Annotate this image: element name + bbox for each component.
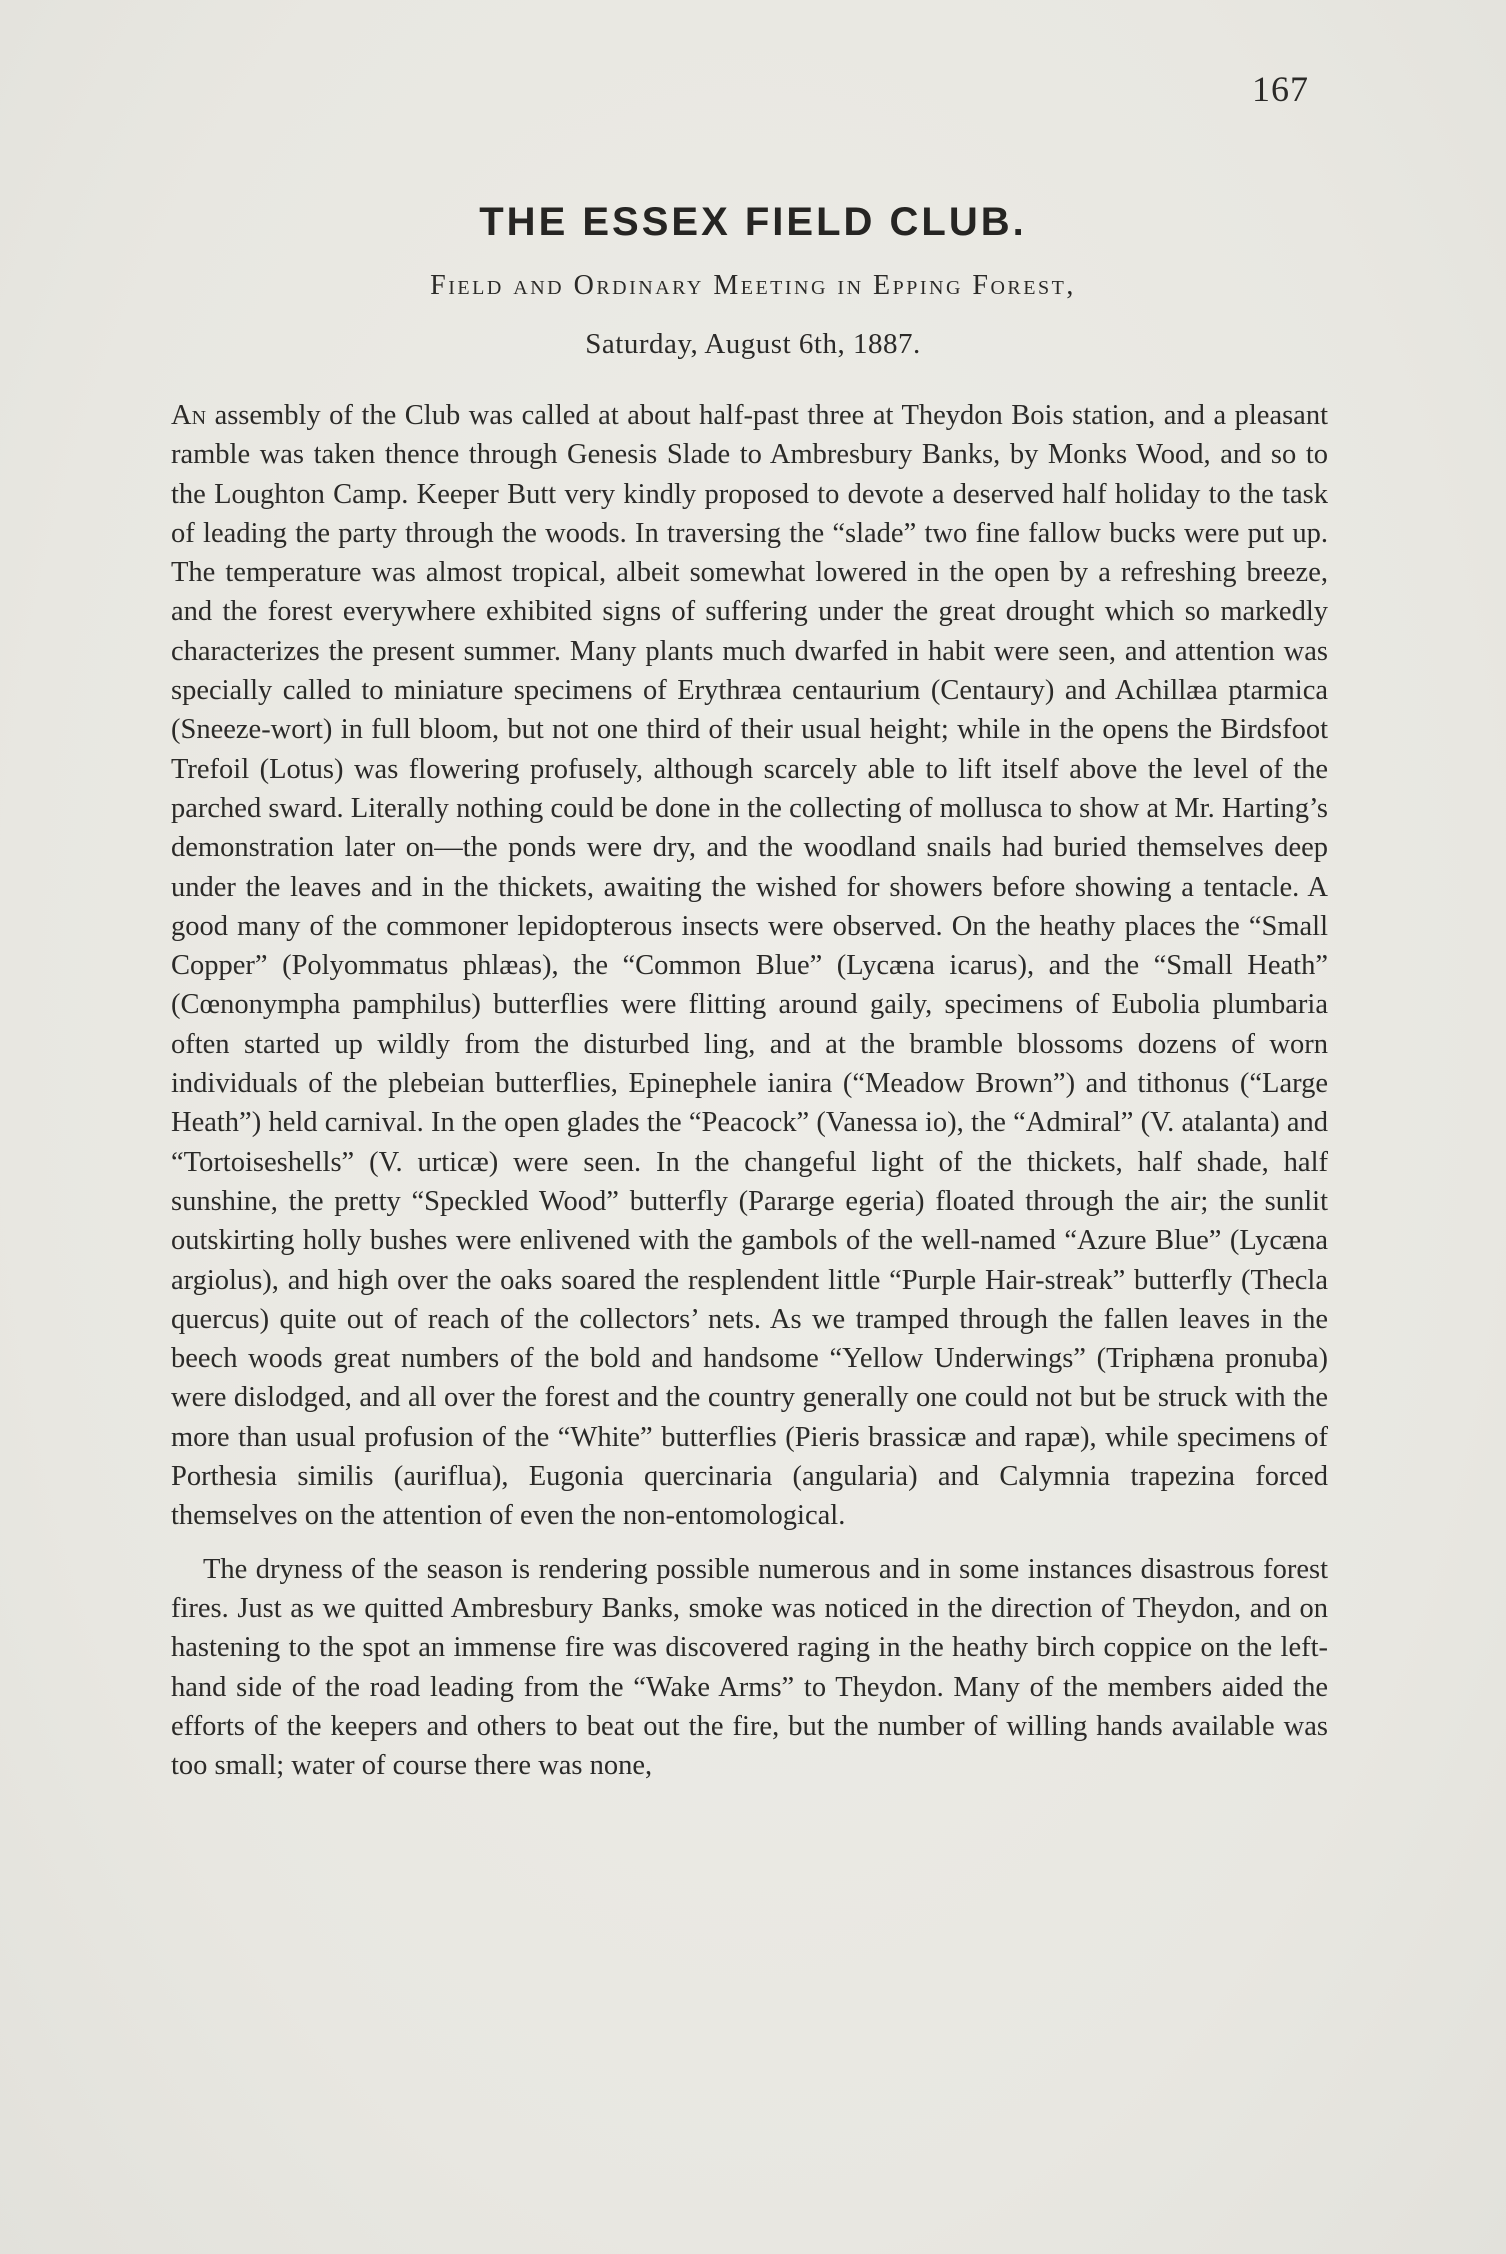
paragraph-1-lead: An — [171, 400, 207, 431]
page-number: 167 — [1252, 69, 1309, 109]
meeting-subtitle: Field and Ordinary Meeting in Epping Forest, — [430, 270, 1076, 301]
meeting-date: Saturday, August 6th, 1887. — [585, 328, 921, 360]
paragraph-2: The dryness of the season is rendering possible numerous and in some instances disastrous forest fires. Just as we quitted Ambresbury Banks, smoke was noticed in the direction of Theydon, and on hastening to the spot an immense fire was discovered raging in the heathy birch coppice on the left-hand side of the road leading from the “Wake Arms” to Theydon. Many of the members aided the efforts of the keepers and others to beat out the fire, but the number of willing hands available was too small; water of course there was none, — [171, 1553, 1328, 1782]
paragraph-1 — [171, 396, 1328, 1536]
paragraph-1-text: assembly of the Club was called at about half-past three at Theydon Bois station, and a pleasant ramble was taken thence through Genesis Slade to Ambresbury Banks, by Monks Wood, and so to the Loughton Camp. Keeper Butt very kindly proposed to devote a deserved half holiday to the task of leading the party through the woods. In traversing the “slade” two fine fallow bucks were put up. The temperature was almost tropical, albeit somewhat lowered in the open by a refreshing breeze, and the forest everywhere exhibited signs of suffering under the great drought which so markedly characterizes the present summer. Many plants much dwarfed in habit were seen, and attention was specially called to miniature specimens of Erythræa centaurium (Centaury) and Achillæa ptarmica (Sneeze-wort) in full bloom, but not one third of their usual height; while in the opens the Birdsfoot Trefoil (Lotus) was flowering profusely, although scarcely able to lift itself above the level of the parched sward. Literally nothing could be done in the collecting of mollusca to show at Mr. Harting’s demonstration later on—the ponds were dry, and the woodland snails had buried themselves deep under the leaves and in the thickets, awaiting the wished for showers before showing a tentacle. A good many of the commoner lepidopterous insects were observed. On the heathy places the “Small Copper” (Polyommatus phlæas), the “Common Blue” (Lycæna icarus), and the “Small Heath” (Cœnonympha pamphilus) butterflies were flitting around gaily, specimens of Eubolia plumbaria often started up wildly from the disturbed ling, and at the bramble blossoms dozens of worn individuals of the plebeian butterflies, Epinephele ianira (“Meadow Brown”) and tithonus (“Large Heath”) held carnival. In the open glades the “Peacock” (Vanessa io), the “Admiral” (V. atalanta) and “Tortoiseshells” (V. urticæ) were seen. In the changeful light of the thickets, half shade, half sunshine, the pretty “Speckled Wood” butterfly (Pararge egeria) floated through the air; the sunlit outskirting holly bushes were enlivened with the gambols of the well-named “Azure Blue” (Lycæna argiolus), and high over the oaks soared the resplendent little “Purple Hair-streak” butterfly (Thecla quercus) quite out of reach of the collectors’ nets. As we tramped through the fallen leaves in the beech woods great numbers of the bold and handsome “Yellow Underwings” (Triphæna pronuba) were dislodged, and all over the forest and the country generally one could not but be struck with the more than usual profusion of the “White” butterflies (Pieris brassicæ and rapæ), while specimens of Porthesia similis (auriflua), Eugonia quercinaria (angularia) and Calymnia trapezina forced themselves on the attention of even the non-entomological. — [171, 400, 1328, 1532]
article-body — [171, 396, 1328, 1785]
article-title: THE ESSEX FIELD CLUB. — [479, 200, 1027, 244]
